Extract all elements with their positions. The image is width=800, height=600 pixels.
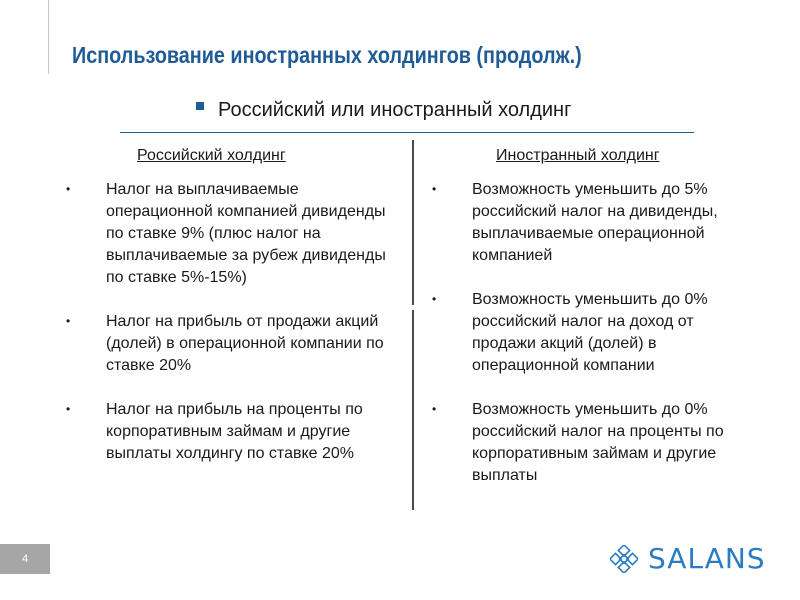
bullet-icon: • xyxy=(432,182,437,196)
decorative-vertical-line xyxy=(48,0,49,74)
logo-wordmark: SALANS xyxy=(648,542,766,575)
list-item-text: Возможность уменьшить до 0% российский налог на проценты по корпоративным займам и другие выплаты xyxy=(472,401,724,484)
left-column-heading: Российский холдинг xyxy=(137,147,286,164)
list-item xyxy=(432,399,762,487)
list-item xyxy=(432,179,762,267)
right-column-heading: Иностранный холдинг xyxy=(496,147,660,164)
list-item xyxy=(66,179,396,289)
list-item xyxy=(432,289,762,377)
horizontal-rule xyxy=(120,132,694,133)
bullet-icon: • xyxy=(66,402,71,416)
square-bullet-icon xyxy=(196,102,204,110)
list-item-text: Налог на выплачиваемые операционной компанией дивиденды по ставке 9% (плюс налог на выплачиваемые за рубеж дивиденды по ставке 5%-15%) xyxy=(106,181,386,286)
bullet-icon: • xyxy=(432,402,437,416)
left-bullet-list xyxy=(66,179,396,487)
diamond-lattice-icon xyxy=(610,545,638,573)
slide-title: Использование иностранных холдингов (продолж.) xyxy=(72,42,582,68)
list-item-text: Налог на прибыль от продажи акций (долей) в операционной компании по ставке 20% xyxy=(106,313,384,374)
bullet-icon: • xyxy=(66,182,71,196)
list-item-text: Возможность уменьшить до 5% российский налог на дивиденды, выплачиваемые операционной компанией xyxy=(472,181,718,264)
slide-subtitle: Российский или иностранный холдинг xyxy=(218,99,572,121)
page-number: 4 xyxy=(0,544,50,574)
bullet-icon: • xyxy=(66,314,71,328)
salans-logo xyxy=(610,542,766,575)
column-divider-lower xyxy=(412,310,414,510)
list-item-text: Возможность уменьшить до 0% российский налог на доход от продажи акций (долей) в операционной компании xyxy=(472,291,708,374)
column-divider-upper xyxy=(412,140,414,305)
bullet-icon: • xyxy=(432,292,437,306)
list-item xyxy=(66,399,396,465)
list-item-text: Налог на прибыль на проценты по корпоративным займам и другие выплаты холдингу по ставке 20% xyxy=(106,401,363,462)
list-item xyxy=(66,311,396,377)
right-bullet-list xyxy=(432,179,762,509)
